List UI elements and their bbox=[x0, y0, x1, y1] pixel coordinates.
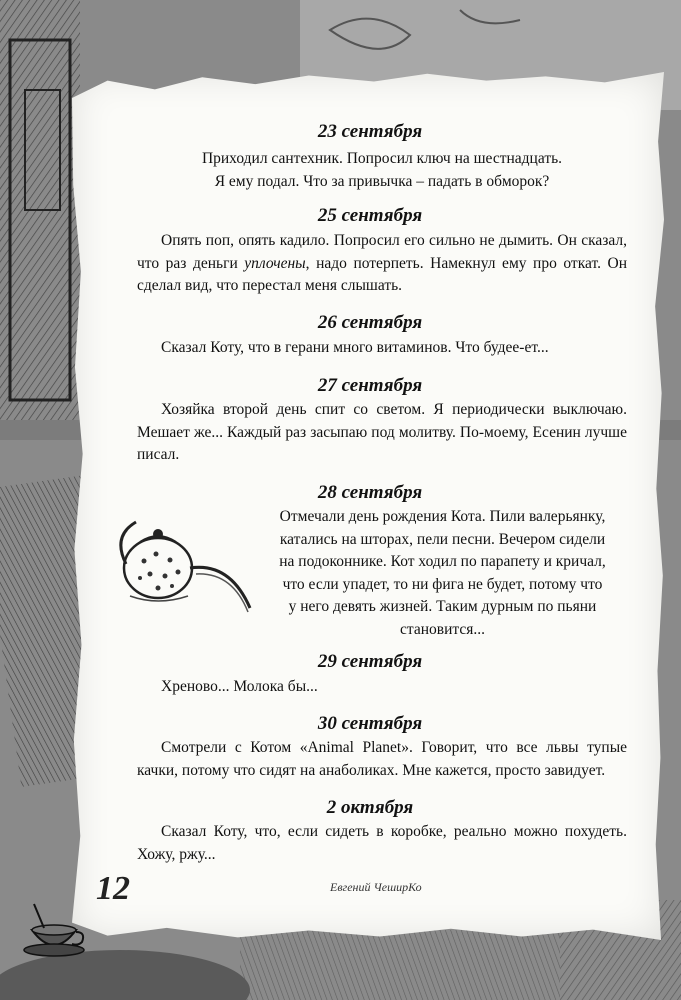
entry-text-part: , надо потерпеть. Намекнул ему про откат. Он сделал вид, что перестал меня слышать. bbox=[137, 254, 627, 294]
page-number: 12 bbox=[96, 870, 130, 907]
entry-text: Хозяйка второй день спит со светом. Я периодически выключаю. Мешает же... Каждый раз засыпаю под молитву. По-моему, Есенин лучше писал. bbox=[137, 401, 627, 463]
entry-line: становится... bbox=[400, 620, 485, 638]
entry-line: Приходил сантехник. Попросил ключ на шестнадцать. bbox=[201, 150, 563, 167]
entry-text: Смотрели с Котом «Animal Planet». Говорит, что все львы тупые качки, потому что сидят на анаболиках. Мне кажется, просто завидует. bbox=[137, 739, 627, 779]
entry-line: Я ему подал. Что за привычка – падать в обморок? bbox=[214, 172, 550, 190]
author-name: Евгений ЧеширКо bbox=[330, 880, 422, 894]
entry-line: у него девять жизней. Таким дурным по пьяни bbox=[288, 598, 597, 615]
entry-text-italic: уплочены bbox=[244, 254, 306, 272]
entry-date: 27 сентября bbox=[317, 375, 423, 396]
entry-text: Сказал Коту, что, если сидеть в коробке, реально можно похудеть. Хожу, ржу... bbox=[137, 823, 627, 863]
entry-date: 23 сентября bbox=[317, 121, 423, 142]
entry-date: 30 сентября bbox=[317, 713, 423, 734]
entry-text bbox=[255, 506, 630, 641]
entry-date: 26 сентября bbox=[317, 312, 423, 333]
entry-text bbox=[137, 230, 627, 298]
entry-text: Хреново... Молока бы... bbox=[161, 678, 318, 695]
entry-line: Отмечали день рождения Кота. Пили валерьянку, bbox=[279, 508, 606, 525]
teacup-icon bbox=[20, 900, 90, 962]
entry-text-part: Опять поп, опять кадило. Попросил его сильно не дымить. Он сказал, что раз деньги bbox=[137, 232, 627, 272]
entry-text bbox=[137, 148, 627, 193]
entry-line: катались на шторах, пели песни. Вечером сидели bbox=[279, 530, 606, 548]
entry-text: Сказал Коту, что в герани много витаминов. Что будее-ет... bbox=[161, 339, 549, 356]
entry-date: 25 сентября bbox=[317, 205, 423, 226]
entry-line: на подоконнике. Кот ходил по парапету и кричал, bbox=[279, 553, 606, 570]
teapot-icon bbox=[110, 506, 260, 624]
entry-date: 29 сентября bbox=[317, 651, 423, 672]
entry-date: 2 октября bbox=[326, 797, 414, 818]
entry-date: 28 сентября bbox=[317, 482, 423, 503]
entry-line: что если упадет, то ни фига не будет, потому что bbox=[282, 575, 603, 593]
